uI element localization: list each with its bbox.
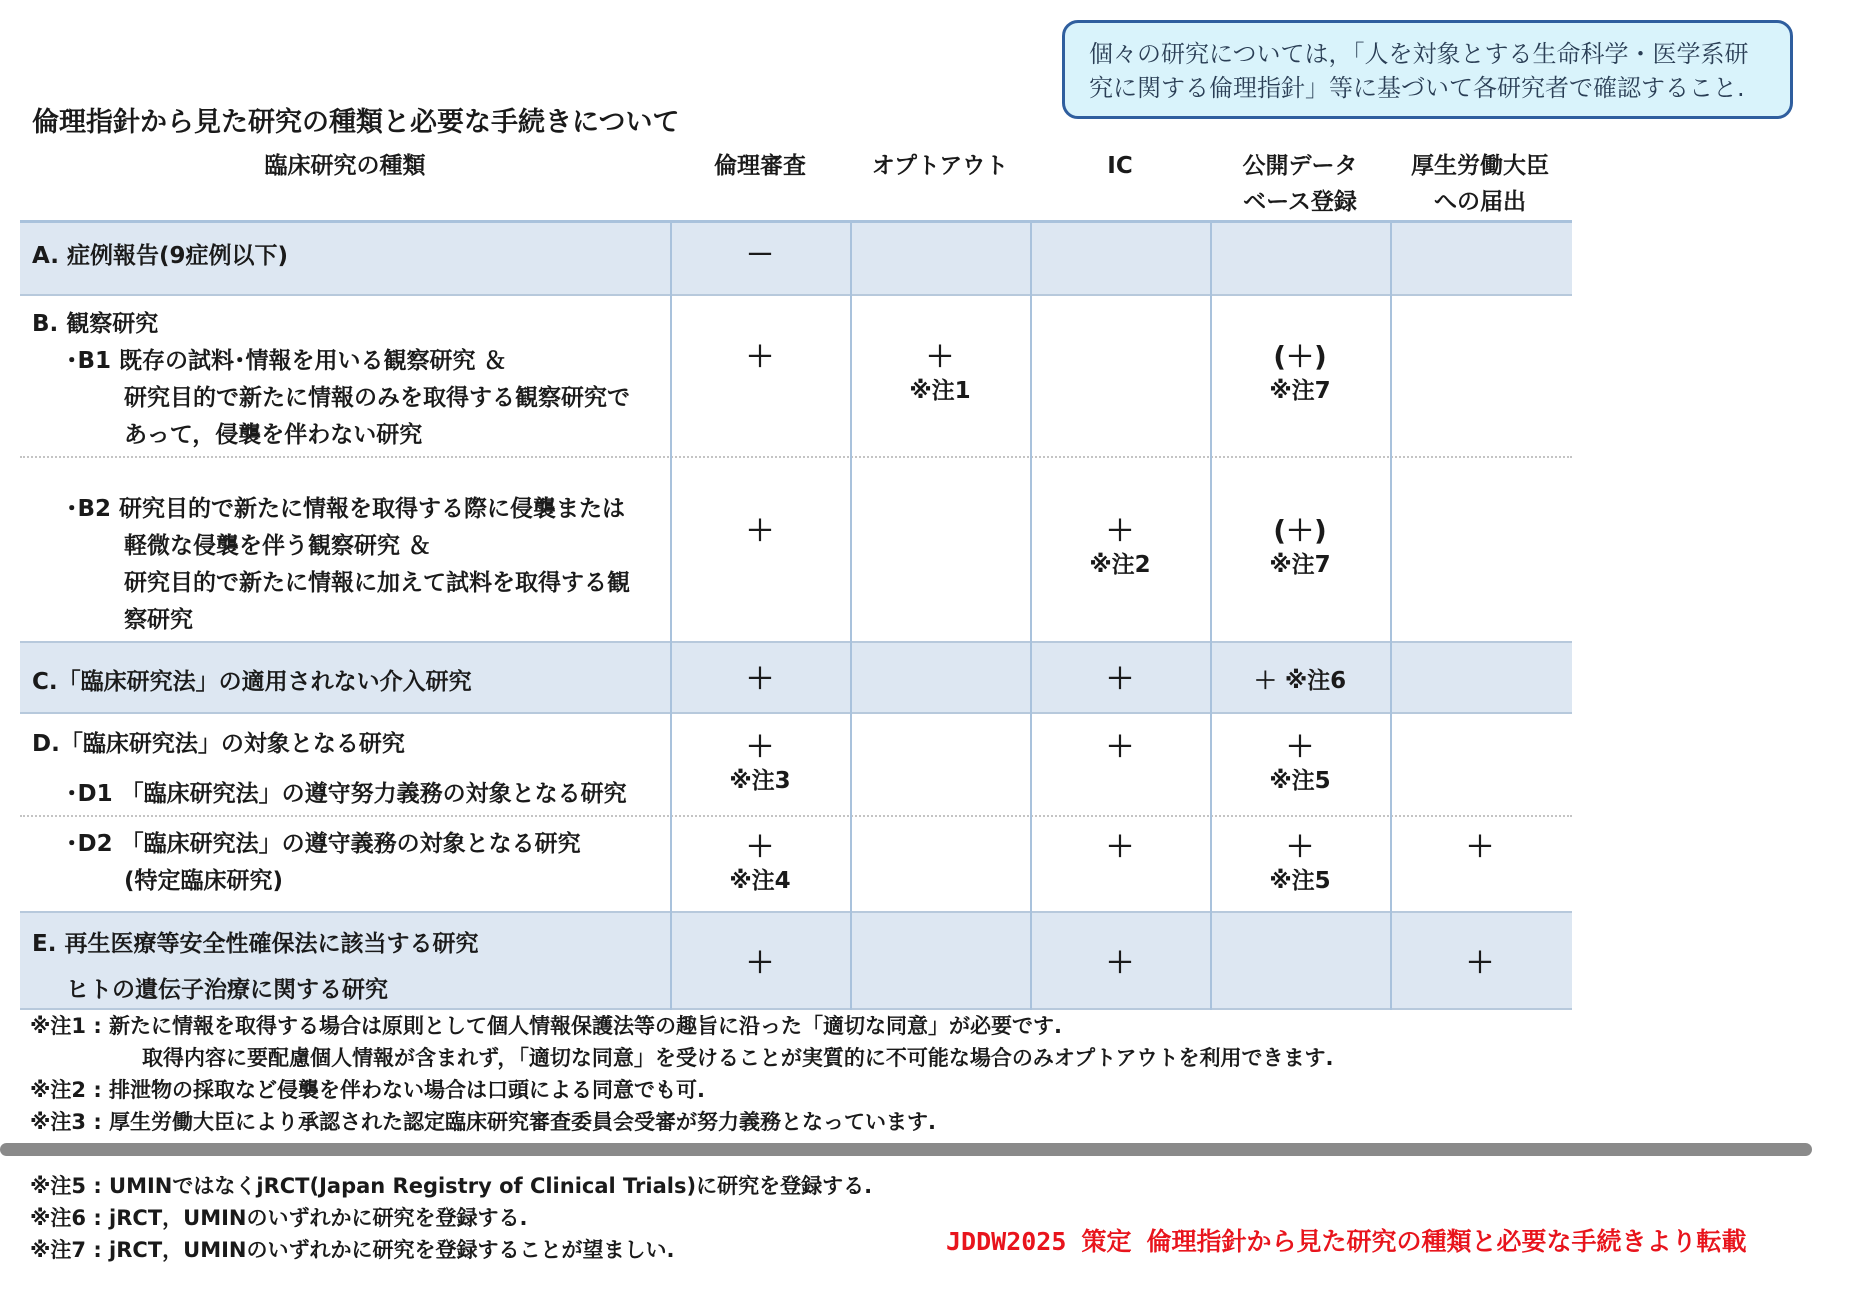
row-d1-label: ･D1 「臨床研究法」の遵守努力義務の対象となる研究 <box>66 781 627 807</box>
row-c-ethics-mark: ＋ <box>745 662 774 695</box>
footnote-7: ※注7 : jRCT，UMINのいずれかに研究を登録することが望ましい. <box>30 1238 675 1262</box>
row-e-ic-mark: ＋ <box>1105 946 1134 979</box>
row-c-label: C.「臨床研究法」の適用されない介入研究 <box>32 669 472 695</box>
header-mhlw-line-1: 厚生労働大臣 <box>1411 153 1549 179</box>
row-d1-ic <box>1030 730 1210 764</box>
row-d2-database-note: ※注5 <box>1269 868 1331 894</box>
page-title: 倫理指針から見た研究の種類と必要な手続きについて <box>32 107 680 138</box>
row-b2-ethics-mark: ＋ <box>745 514 774 547</box>
row-b2-ic-mark: ＋ <box>1105 514 1134 547</box>
header-mhlw <box>1390 148 1570 220</box>
row-b2-database-mark: (＋) <box>1273 514 1327 547</box>
row-divider <box>20 712 1572 714</box>
row-c-database-note: ＋ ※注6 <box>1253 668 1347 694</box>
source-credit: JDDW2025 策定 倫理指針から見た研究の種類と必要な手続きより転載 <box>946 1227 1747 1256</box>
row-c-ic-mark: ＋ <box>1105 662 1134 695</box>
row-b-label: B. 観察研究 <box>32 311 159 337</box>
row-divider-dotted <box>20 456 1572 458</box>
row-divider <box>20 641 1572 643</box>
row-d2-mhlw <box>1390 830 1570 864</box>
row-d2-ethics-note: ※注4 <box>729 868 791 894</box>
row-d1-ethics <box>670 730 850 798</box>
footnote-5: ※注5 : UMINではなくjRCT(Japan Registry of Clinical Trials)に研究を登録する. <box>30 1174 873 1198</box>
row-b2-line-4: 察研究 <box>124 607 193 633</box>
row-b1-line-3: あって，侵襲を伴わない研究 <box>124 422 423 448</box>
notice-line-1: 個々の研究については，「人を対象とする生命科学・医学系研 <box>1089 40 1749 68</box>
footnote-3: ※注3 : 厚生労働大臣により承認された認定臨床研究審査委員会受審が努力義務となっています. <box>30 1110 937 1134</box>
row-a-ethics <box>670 238 850 272</box>
footnote-1-continued: 取得内容に要配慮個人情報が含まれず，「適切な同意」を受けることが実質的に不可能な場合のみオプトアウトを利用できます. <box>142 1046 1334 1070</box>
row-b1-line-2: 研究目的で新たに情報のみを取得する観察研究で <box>124 385 630 411</box>
row-d1-ethics-mark: ＋ <box>745 730 774 763</box>
row-b2-database-note: ※注7 <box>1269 552 1331 578</box>
header-database <box>1210 148 1390 220</box>
row-b1-database <box>1210 340 1390 408</box>
row-e-ethics <box>670 946 850 980</box>
row-d2-ic-mark: ＋ <box>1105 830 1134 863</box>
row-d2-database-mark: ＋ <box>1285 830 1314 863</box>
header-ic: IC <box>1107 153 1133 179</box>
row-b2-ic <box>1030 514 1210 582</box>
row-b1-ethics-mark: ＋ <box>745 340 774 373</box>
row-c-ethics <box>670 662 850 696</box>
row-e-ethics-mark: ＋ <box>745 946 774 979</box>
row-d2-database <box>1210 830 1390 898</box>
row-b1-optout-note: ※注1 <box>909 378 971 404</box>
header-ethics: 倫理審査 <box>714 153 806 179</box>
row-divider <box>20 911 1572 913</box>
column-divider <box>1030 222 1032 1010</box>
notice-line-2: 究に関する倫理指針」等に基づいて各研究者で確認すること. <box>1089 74 1745 102</box>
notice-box <box>1062 20 1793 119</box>
row-e-line-2: ヒトの遺伝子治療に関する研究 <box>66 977 388 1003</box>
header-kind: 臨床研究の種類 <box>264 153 426 179</box>
row-d1-ethics-note: ※注3 <box>729 768 791 794</box>
header-database-line-1: 公開データ <box>1242 153 1358 179</box>
horizontal-scrollbar[interactable] <box>0 1143 1812 1156</box>
row-divider <box>20 294 1572 296</box>
header-optout: オプトアウト <box>871 153 1009 179</box>
row-e-ic <box>1030 946 1210 980</box>
row-b1-optout-mark: ＋ <box>925 340 954 373</box>
row-a-label: A. 症例報告(9症例以下) <box>32 243 288 269</box>
row-d2-ethics-mark: ＋ <box>745 830 774 863</box>
row-e-mhlw-mark: ＋ <box>1465 946 1494 979</box>
row-b2-line-1: ･B2 研究目的で新たに情報を取得する際に侵襲または <box>66 496 626 522</box>
footnote-2: ※注2 : 排泄物の採取など侵襲を伴わない場合は口頭による同意でも可. <box>30 1078 706 1102</box>
row-d2-line-2: (特定臨床研究) <box>124 868 284 894</box>
row-d1-database-note: ※注5 <box>1269 768 1331 794</box>
row-b2-line-3: 研究目的で新たに情報に加えて試料を取得する観 <box>124 570 630 596</box>
row-d1-ic-mark: ＋ <box>1105 730 1134 763</box>
row-a-ethics-mark: － <box>745 238 774 271</box>
footnote-6: ※注6 : jRCT，UMINのいずれかに研究を登録する. <box>30 1206 528 1230</box>
row-d-label: D.「臨床研究法」の対象となる研究 <box>32 731 405 757</box>
row-b1-optout <box>850 340 1030 408</box>
row-d2-mhlw-mark: ＋ <box>1465 830 1494 863</box>
row-c-database <box>1210 664 1390 698</box>
row-d2-ethics <box>670 830 850 898</box>
row-e-line-1: E. 再生医療等安全性確保法に該当する研究 <box>32 931 479 957</box>
row-d1-database <box>1210 730 1390 798</box>
row-b1-ethics <box>670 340 850 374</box>
column-divider <box>1390 222 1392 1010</box>
row-b1-database-note: ※注7 <box>1269 378 1331 404</box>
row-b2-ic-note: ※注2 <box>1089 552 1151 578</box>
row-c-ic <box>1030 662 1210 696</box>
footnote-1: ※注1 : 新たに情報を取得する場合は原則として個人情報保護法等の趣旨に沿った「適切な同意」が必要です. <box>30 1014 1063 1038</box>
row-d1-database-mark: ＋ <box>1285 730 1314 763</box>
row-b1-database-mark: (＋) <box>1273 340 1327 373</box>
header-mhlw-line-2: への届出 <box>1434 189 1526 215</box>
row-b2-line-2: 軽微な侵襲を伴う観察研究 ＆ <box>124 533 432 559</box>
row-b1-line-1: ･B1 既存の試料･情報を用いる観察研究 ＆ <box>66 348 507 374</box>
row-d2-line-1: ･D2 「臨床研究法」の遵守義務の対象となる研究 <box>66 831 581 857</box>
row-e-mhlw <box>1390 946 1570 980</box>
row-d2-ic <box>1030 830 1210 864</box>
row-b2-database <box>1210 514 1390 582</box>
row-b2-ethics <box>670 514 850 548</box>
row-divider-dotted <box>20 815 1572 817</box>
header-database-line-2: ベース登録 <box>1243 189 1357 215</box>
